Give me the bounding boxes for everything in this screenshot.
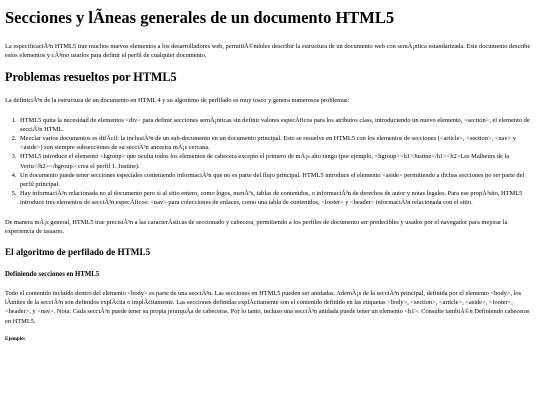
page-title: Secciones y lÃneas generales de un documento HTML5	[5, 8, 395, 27]
list-item: 3. HTML5 introduce el elemento <hgroup> que oculta todos los elementos de cabecera excepto el primero de mÃ¡s alto rango (por ejemplo, <hgroup><h1>Justine</h1><h2>Les Malheurs de la Vertu</h2></hgroup> crea el perfil 1. Justine).	[18, 152, 535, 170]
list-item: 4. Un documento puede tener secciones especiales conteniendo informaciÃ³n que no es parte del flujo principal. HTML5 introduce el elemento <aside> permitiendo a dichas secciones no ser parte del perfil principal.	[18, 171, 535, 189]
intro-paragraph: La especificaciÃ³n HTML5 trae muchos nuevos elementos a los desarrolladores web, permitiÃ©ndoles describir la estructura de un documento web con semÃ¡ntica estandarizada. Este documento describe estos elementos y cÃ³mo usarlos para definir el perfil de cualquier documento.	[5, 43, 531, 60]
sections-paragraph: Todo el contenido incluido dentro del elemento <body> es parte de una secciÃ³n. Las secciones en HTML5 pueden ser anidadas. AdemÃ¡s de la secciÃ³n principal, definida por el elemento <body>, los lÃmites de la secciÃ³n son definidos explÃcita o implÃcitamente. Las secciones definidas explÃcitamente son el contenido definido en las etiquetas <body>, <section>, <article>, <aside>, <footer>, <header>, y <nav>. Nota: Cada secciÃ³n puede tener su propia jerarquÃa de cabeceras. Por lo tanto, incluso una secciÃ³n anidada puede tener un elemento <h1>. Consulte tambiÃ©n Definiendo cabeceras en HTML5.	[5, 290, 530, 325]
list-item: 1. HTML5 quita la necesidad de elementos <div> para definir secciones semÃ¡nticas sin definir valores especÃficos para los atributos class, introduciendo un nuevo elemento, <section>, el elemento de secciÃ³n HTML.	[18, 116, 535, 134]
list-item: 2. Mezclar varios documentos es difÃcil: la inclusiÃ³n de un sub-documento en un documento principal. Esto se resuelve en HTML5 con los elementos de secciones (<article>, <section>, <nav> y <aside>) son siempre subsecciones de su secciÃ³n ancestra mÃ¡s cercana.	[18, 134, 535, 152]
problems-lead-paragraph: La definiciÃ³n de la estructura de un documento en HTML 4 y su algoritmo de perfilado es muy tosco y genera numerosos problemas:	[5, 97, 350, 105]
problems-heading: Problemas resueltos por HTML5	[5, 70, 177, 85]
problems-list	[5, 116, 535, 208]
example-label: Ejemplo:	[5, 335, 26, 342]
list-item: 5. Hay informaciÃ³n relacionada no al documento pero si al sitio entero, como logos, menÃºs, tablas de contenidos, o informaciÃ³n de derechos de autor y notas legales. Para ese propÃ³sito, HTML5 introduce tres elementos de secciÃ³n especÃficos: <nav> para colecciones de enlaces, como una tabla de contenidos, <footer> y <header> informaciÃ³n relacionada con el sitio.	[18, 189, 535, 207]
algorithm-heading: El algoritmo de perfilado de HTML5	[5, 247, 151, 258]
summary-paragraph: De manera mÃ¡s general, HTML5 trae precisiÃ³n a las caracterÃsticas de seccionado y cabecera, permitiendo a los perfiles de documento ser predecibles y usados por el navegador para mejorar la experiencia de usuario.	[5, 218, 508, 235]
defining-sections-heading: Definiendo secciones en HTML5	[5, 271, 100, 279]
